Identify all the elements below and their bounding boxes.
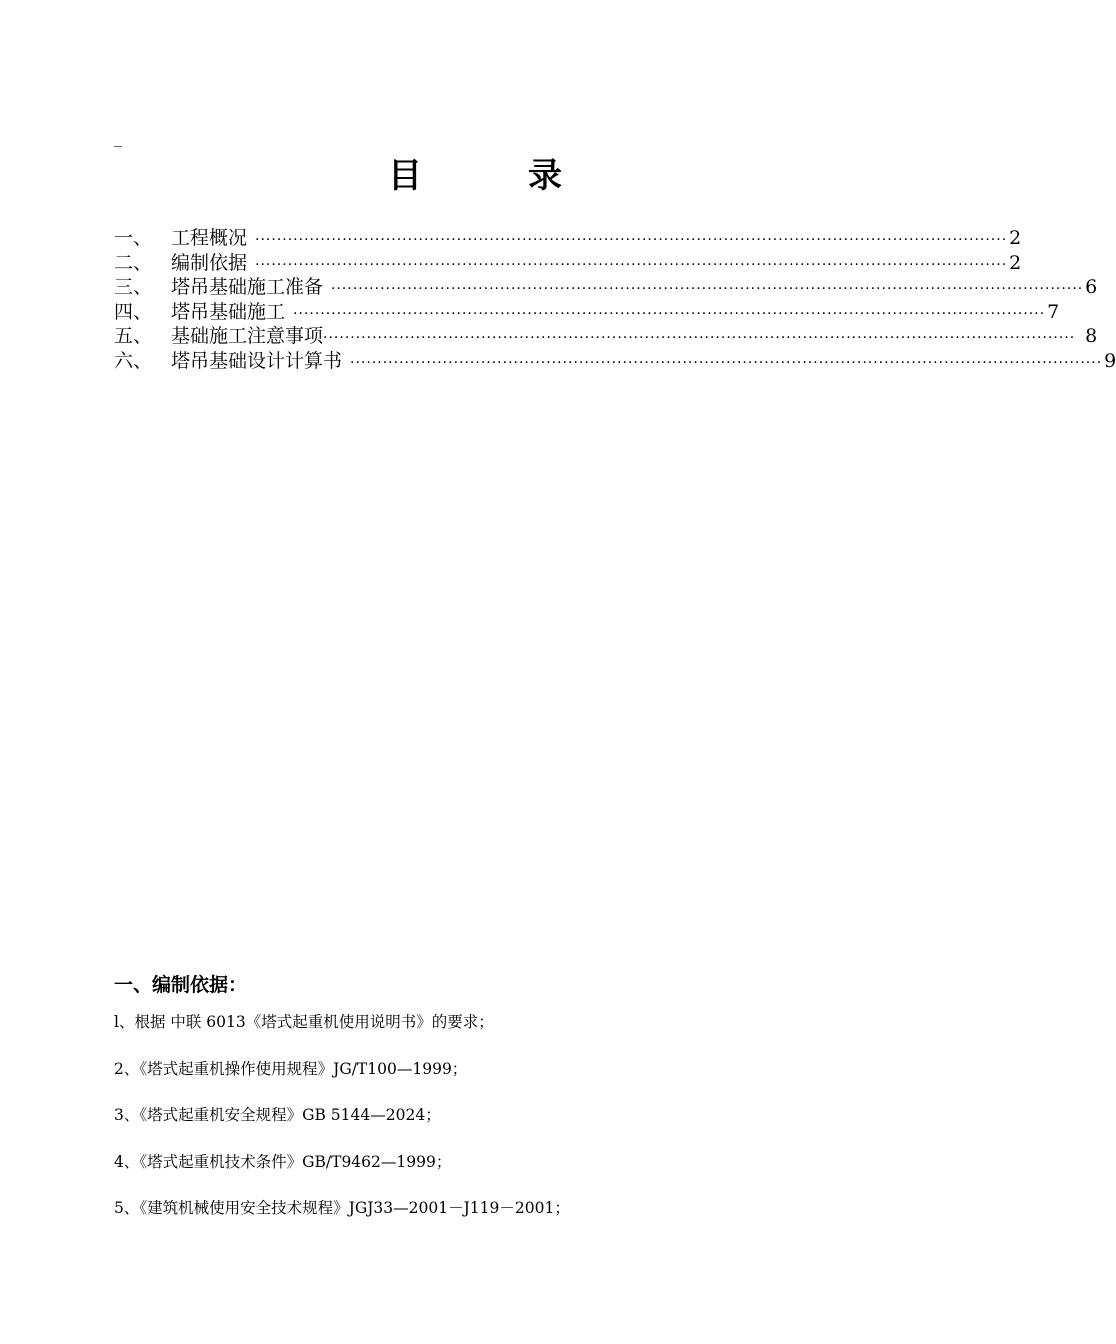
toc-entry-number: 三、 bbox=[114, 276, 153, 299]
toc-entry[interactable] bbox=[114, 251, 1022, 276]
toc-entry-page: 7 bbox=[1047, 300, 1060, 323]
toc-entry-title: 塔吊基础施工 bbox=[171, 300, 286, 323]
toc-entry[interactable] bbox=[114, 300, 1060, 325]
toc-entry-page: 2 bbox=[1009, 251, 1022, 274]
table-of-contents bbox=[114, 226, 1116, 374]
toc-entry-title: 基础施工注意事项 bbox=[171, 325, 324, 348]
toc-entry-number: 四、 bbox=[114, 300, 153, 323]
toc-entry-title: 工程概况 bbox=[171, 227, 248, 249]
reference-item: 5、《建筑机械使用安全技术规程》JGJ33—2001－J119－2001； bbox=[114, 1199, 570, 1217]
toc-title-left: 目 bbox=[388, 156, 422, 196]
section-heading: 一、编制依据： bbox=[114, 974, 248, 996]
toc-entry-page: 9 bbox=[1104, 349, 1116, 372]
reference-item: 4、《塔式起重机技术条件》GB/T9462—1999； bbox=[114, 1152, 452, 1171]
toc-leader-dots: ·········································································································································· bbox=[331, 281, 1084, 298]
toc-entry-number: 五、 bbox=[114, 325, 153, 348]
toc-entry-number: 二、 bbox=[114, 251, 153, 274]
toc-leader-dots: ·········································································································································· bbox=[350, 354, 1103, 371]
toc-entry-title: 塔吊基础施工准备 bbox=[171, 276, 324, 299]
toc-entry-number: 六、 bbox=[114, 349, 153, 372]
toc-entry-page: 2 bbox=[1009, 227, 1022, 249]
toc-entry-page: 8 bbox=[1085, 325, 1098, 348]
toc-entry[interactable] bbox=[114, 324, 1098, 349]
toc-entry-title: 塔吊基础设计计算书 bbox=[171, 349, 343, 372]
toc-leader-dots: ·········································································································································· bbox=[293, 305, 1046, 322]
toc-leader-dots: ·········································································································································· bbox=[255, 256, 1008, 273]
toc-entry[interactable] bbox=[114, 275, 1098, 300]
toc-entry[interactable] bbox=[114, 226, 1022, 251]
reference-item: l、根据 中联 6013《塔式起重机使用说明书》的要求； bbox=[114, 1013, 494, 1031]
toc-title bbox=[0, 154, 950, 198]
reference-list bbox=[114, 1010, 854, 1243]
toc-leader-dots: ·········································································································································· bbox=[255, 232, 1008, 248]
toc-entry-title: 编制依据 bbox=[171, 251, 248, 274]
reference-item: 3、《塔式起重机安全规程》GB 5144—2024； bbox=[114, 1106, 441, 1124]
toc-entry-number: 一、 bbox=[114, 227, 153, 249]
corner-mark: _ bbox=[114, 128, 122, 147]
toc-entry[interactable] bbox=[114, 349, 1116, 374]
toc-title-right: 录 bbox=[528, 156, 562, 196]
toc-entry-page: 6 bbox=[1085, 276, 1098, 299]
toc-leader-dots: ·········································································································································· bbox=[323, 330, 1076, 347]
reference-item: 2、《塔式起重机操作使用规程》JG/T100—1999； bbox=[114, 1059, 468, 1078]
